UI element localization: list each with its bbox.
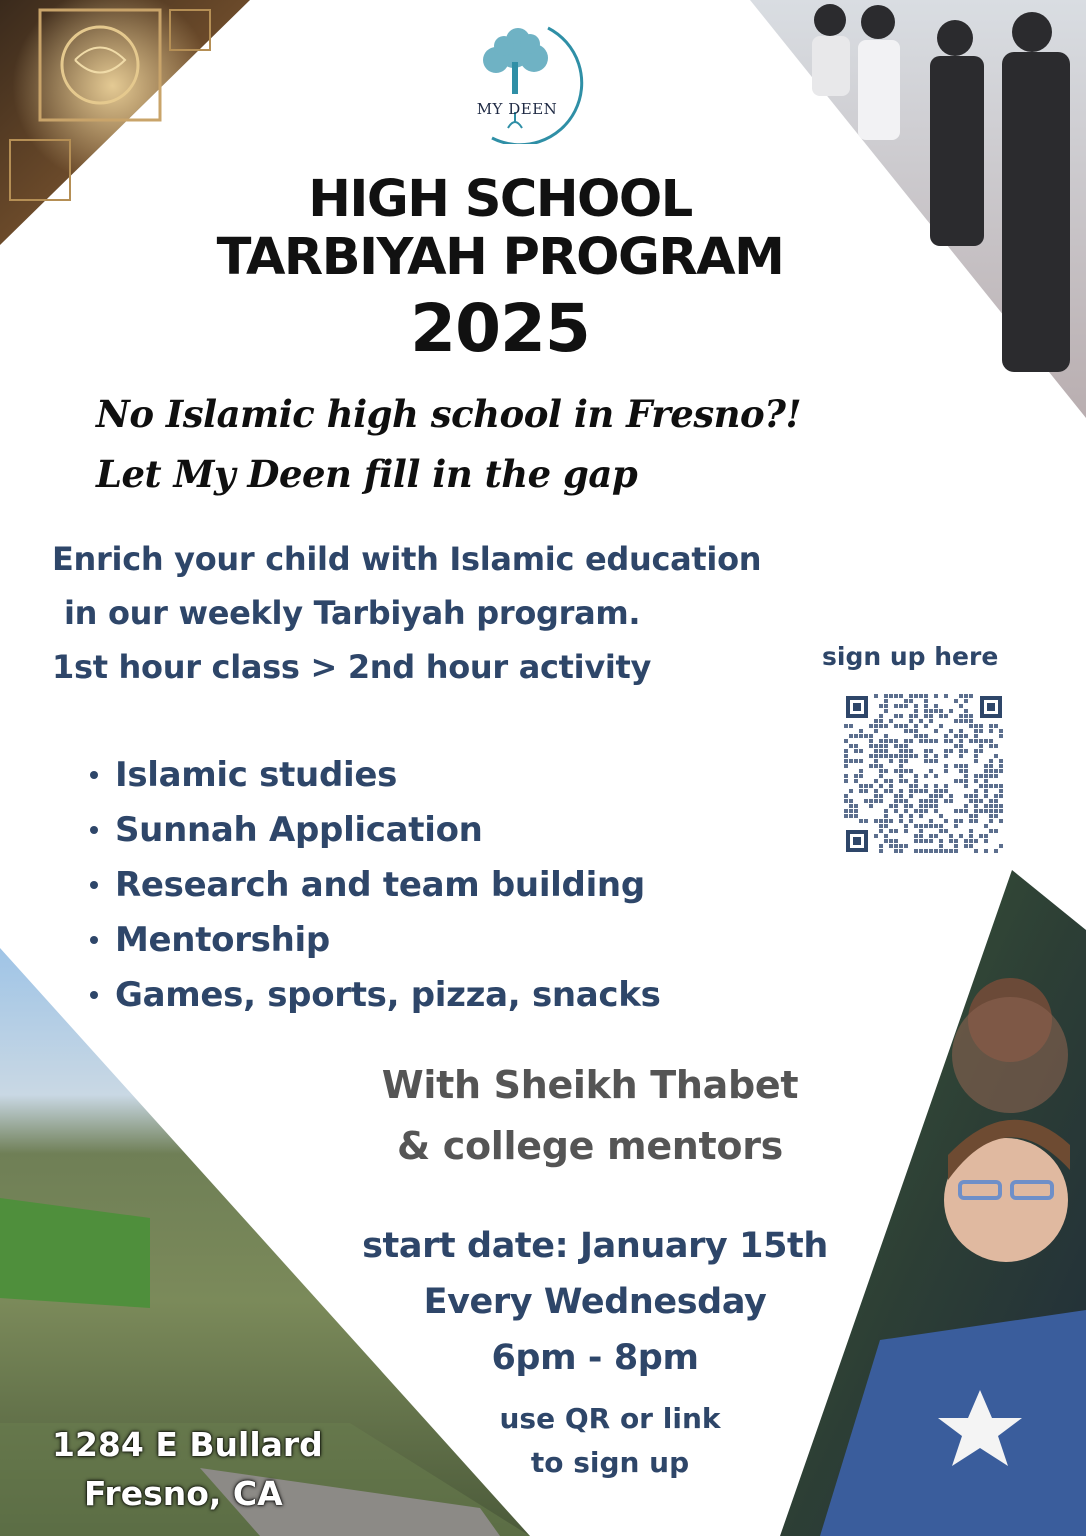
list-item-label: Research and team building <box>115 865 645 905</box>
address-line-1: 1284 E Bullard <box>52 1425 323 1464</box>
program-features-list <box>90 750 661 1025</box>
list-item <box>90 805 661 860</box>
intro-line-2: in our weekly Tarbiyah program. <box>64 594 641 632</box>
my-deen-logo <box>452 22 592 144</box>
schedule-time: 6pm - 8pm <box>491 1338 699 1378</box>
instructor-line-1: With Sheikh Thabet <box>381 1063 799 1107</box>
title-line-2: TARBIYAH PROGRAM <box>216 228 784 287</box>
qr-code-icon[interactable] <box>844 694 1004 854</box>
bullet-icon <box>90 936 98 944</box>
list-item-label: Sunnah Application <box>115 810 483 850</box>
cta-line-1: use QR or link <box>499 1402 721 1435</box>
list-item-label: Mentorship <box>115 920 330 960</box>
start-date: start date: January 15th <box>362 1226 828 1266</box>
schedule-day: Every Wednesday <box>423 1282 767 1322</box>
program-year: 2025 <box>410 290 590 367</box>
title-line-1: HIGH SCHOOL <box>308 170 692 229</box>
list-item-label: Islamic studies <box>115 755 398 795</box>
smiling-boys-photo <box>780 870 1086 1536</box>
intro-line-1: Enrich your child with Islamic education <box>52 540 762 578</box>
tagline-line-2: Let My Deen fill in the gap <box>96 452 638 496</box>
bullet-icon <box>90 881 98 889</box>
intro-line-3: 1st hour class > 2nd hour activity <box>52 648 652 686</box>
list-item <box>90 970 661 1025</box>
bullet-icon <box>90 771 98 779</box>
cta-line-2: to sign up <box>530 1446 690 1479</box>
list-item <box>90 915 661 970</box>
tree-logo-icon <box>452 22 592 144</box>
list-item <box>90 750 661 805</box>
instructor-line-2: & college mentors <box>397 1124 783 1168</box>
signup-label: sign up here <box>822 642 999 671</box>
logo-text: MY DEEN <box>476 100 558 118</box>
list-item <box>90 860 661 915</box>
tagline-line-1: No Islamic high school in Fresno?! <box>96 392 802 436</box>
bullet-icon <box>90 826 98 834</box>
bullet-icon <box>90 991 98 999</box>
address-line-2: Fresno, CA <box>84 1474 283 1513</box>
list-item-label: Games, sports, pizza, snacks <box>115 975 661 1015</box>
